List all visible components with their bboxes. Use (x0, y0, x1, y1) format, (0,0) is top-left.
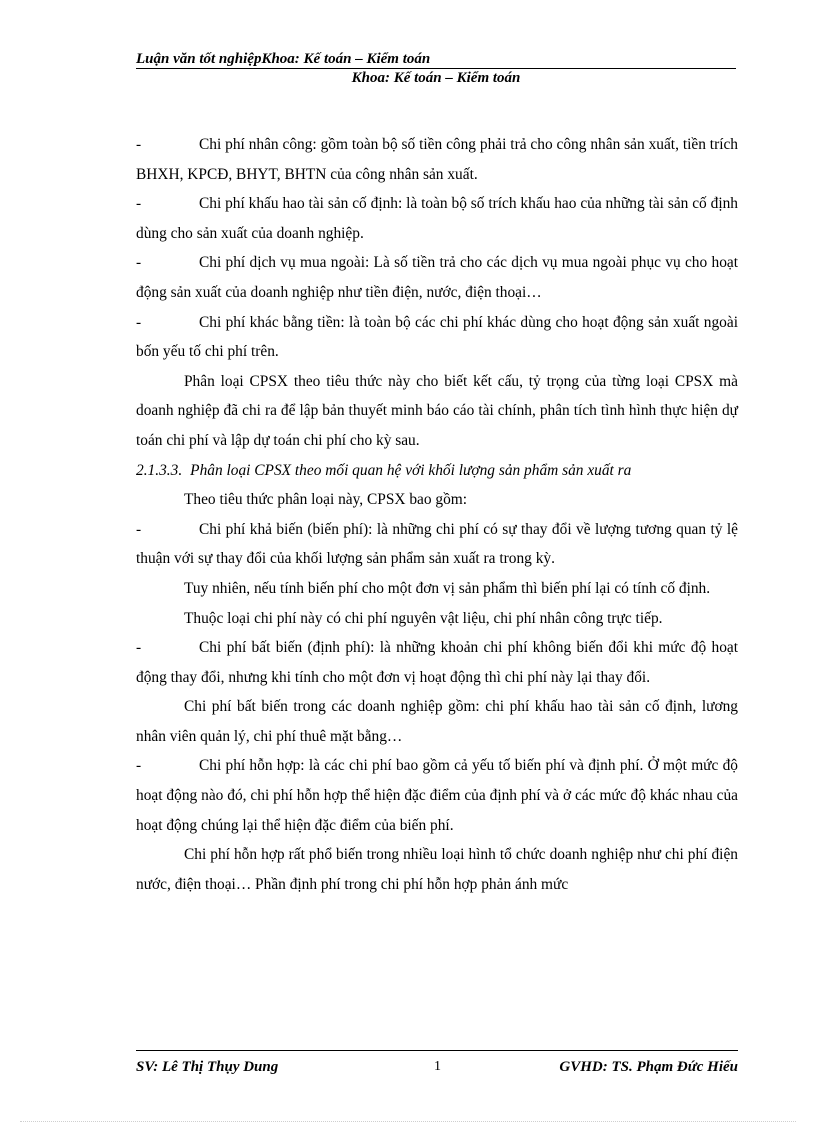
page-footer (136, 1050, 738, 1078)
bullet-dash: - (136, 313, 142, 331)
paragraph-other-cash-cost (136, 308, 738, 367)
paragraph-labor-cost (136, 130, 738, 189)
header-faculty-line: Khoa: Kế toán – Kiểm toán (351, 70, 521, 86)
page-bottom-edge (20, 1121, 796, 1122)
paragraph-text: Chi phí dịch vụ mua ngoài: Là số tiền trả cho các dịch vụ mua ngoài phục vụ cho hoạt động sản xuất của doanh nghiệp như tiền điện, nước, điện thoại… (136, 254, 738, 301)
section-heading (136, 456, 738, 486)
bullet-dash: - (136, 639, 142, 657)
footer-divider (136, 1050, 738, 1051)
paragraph-fixed-cost (136, 633, 738, 692)
paragraph-variable-cost (136, 515, 738, 574)
page-number: 1 (434, 1059, 441, 1074)
page-header (136, 50, 736, 87)
section-number: 2.1.3.3. (136, 461, 183, 479)
section-title: Phân loại CPSX theo mối quan hệ với khối lượng sản phẩm sản xuất ra (190, 461, 632, 479)
footer-advisor-name: GVHD: TS. Phạm Đức Hiếu (559, 1059, 738, 1075)
paragraph-outsourced-service-cost (136, 248, 738, 307)
paragraph-text: Chi phí khác bằng tiền: là toàn bộ các chi phí khác dùng cho hoạt động sản xuất ngoài bốn yếu tố chi phí trên. (136, 313, 738, 361)
paragraph-criteria-intro: Theo tiêu thức phân loại này, CPSX bao gồm: (184, 491, 468, 509)
paragraph-text: Chi phí hỗn hợp: là các chi phí bao gồm cả yếu tố biến phí và định phí. Ở một mức độ hoạt động nào đó, chi phí hỗn hợp thể hiện đặc điểm của định phí và ở các mức độ khác nhau của hoạt động chúng lại thể hiện đặc điểm của biến phí. (136, 757, 738, 834)
paragraph-text: Chi phí khả biến (biến phí): là những chi phí có sự thay đổi về lượng tương quan tỷ lệ thuận với sự thay đổi của khối lượng sản phẩm sản xuất ra trong kỳ. (136, 520, 738, 568)
paragraph-classification-summary: Phân loại CPSX theo tiêu thức này cho biết kết cấu, tỷ trọng của từng loại CPSX mà doanh nghiệp đã chi ra để lập bản thuyết minh báo cáo tài chính, phân tích tình hình thực hiện dự toán chi phí và lập dự toán chi phí cho kỳ sau. (136, 372, 738, 449)
footer-student-name: SV: Lê Thị Thụy Dung (136, 1059, 279, 1075)
bullet-dash: - (136, 254, 142, 272)
header-title-line: Luận văn tốt nghiệpKhoa: Kế toán – Kiểm toán (136, 51, 431, 67)
bullet-dash: - (136, 757, 142, 775)
paragraph-text: Chi phí nhân công: gồm toàn bộ số tiền công phải trả cho công nhân sản xuất, tiền trích BHXH, KPCĐ, BHYT, BHTN của công nhân sản xuất. (136, 136, 738, 183)
paragraph-mixed-examples: Chi phí hỗn hợp rất phổ biến trong nhiều loại hình tổ chức doanh nghiệp như chi phí điện nước, điện thoại… Phần định phí trong chi phí hỗn hợp phản ánh mức (136, 846, 738, 893)
paragraph-text: Chi phí bất biến (định phí): là những khoản chi phí không biến đổi khi mức độ hoạt động thay đổi, nhưng khi tính cho một đơn vị hoạt động thì chi phí này lại thay đổi. (136, 639, 738, 686)
footer-row (136, 1056, 738, 1078)
paragraph-variable-examples: Thuộc loại chi phí này có chi phí nguyên vật liệu, chi phí nhân công trực tiếp. (184, 609, 663, 627)
paragraph-depreciation-cost (136, 189, 738, 248)
bullet-dash: - (136, 520, 142, 538)
document-body (136, 130, 738, 899)
bullet-dash: - (136, 136, 142, 153)
bullet-dash: - (136, 195, 142, 213)
paragraph-text: Chi phí khấu hao tài sản cố định: là toàn bộ số trích khấu hao của những tài sản cố định dùng cho sản xuất của doanh nghiệp. (136, 195, 738, 242)
paragraph-variable-unit-cost: Tuy nhiên, nếu tính biến phí cho một đơn vị sản phẩm thì biến phí lại có tính cố định. (184, 579, 711, 597)
paragraph-fixed-examples: Chi phí bất biến trong các doanh nghiệp gồm: chi phí khấu hao tài sản cố định, lương nhân viên quản lý, chi phí thuê mặt bằng… (136, 698, 738, 745)
paragraph-mixed-cost (136, 751, 738, 840)
